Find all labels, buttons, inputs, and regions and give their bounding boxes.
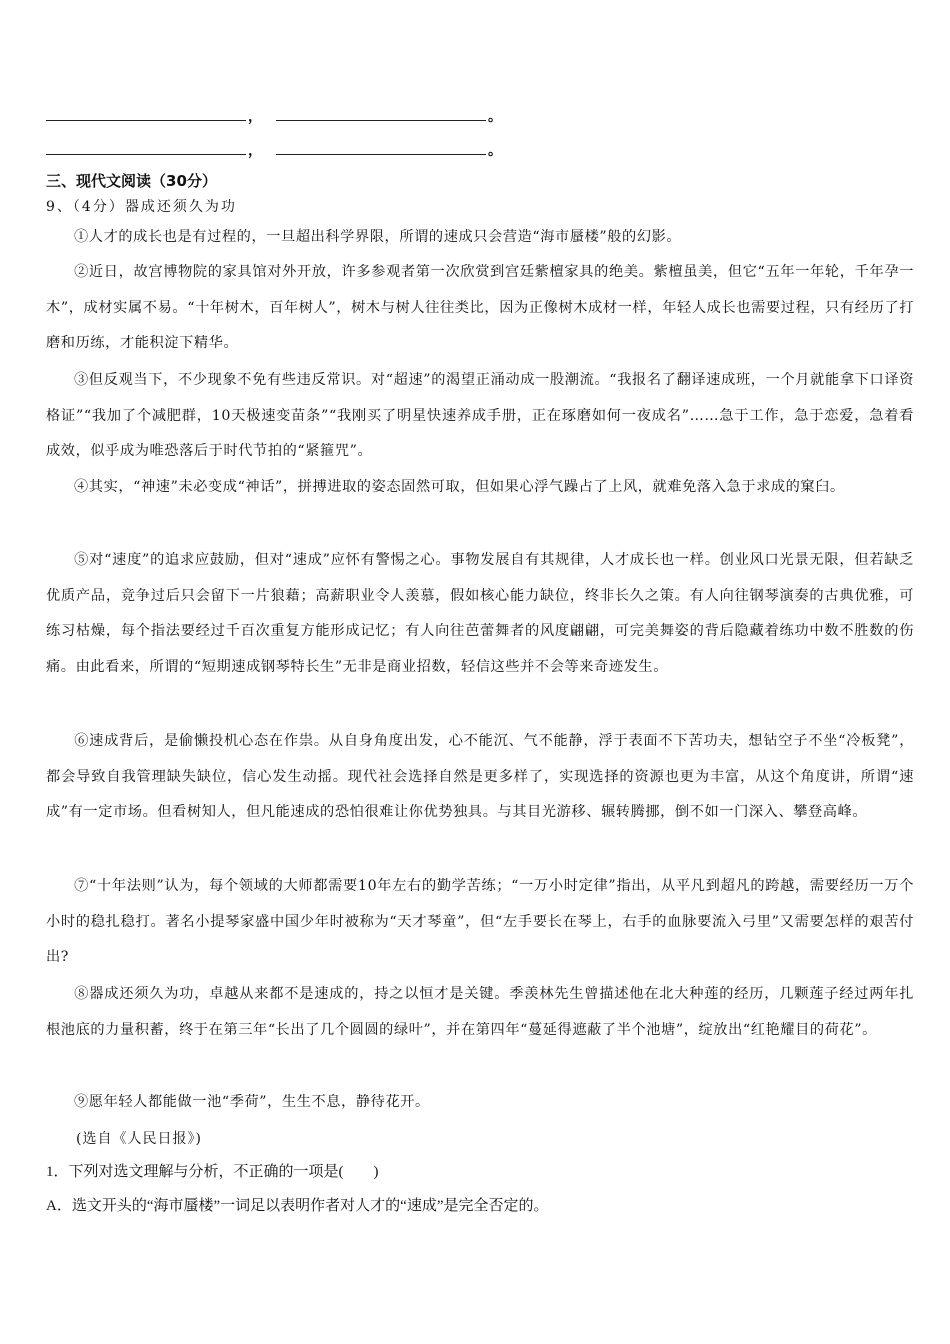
paragraph-5: ⑤对“速度”的追求应鼓励，但对“速成”应怀有警惕之心。事物发展自有其规律，人才成长也一样。创业风口光景无限，但若缺乏优质产品，竞争过后只会留下一片狼藉；高薪职业令人羡慕，假如核心能力缺位，终非长久之策。有人向往钢琴演奏的古典优雅，可练习枯燥，每个指法要经过千百次重复方能形成记忆；有人向往芭蕾舞者的风度翩翩，可完美舞姿的背后隐藏着练功中数不胜数的伤痛。由此看来，所谓的“短期速成钢琴特长生”无非是商业招数，轻信这些并不会等来奇迹发生。 xyxy=(46,552,914,675)
section-title: 三、现代文阅读（30分） xyxy=(46,172,217,190)
paragraph-1: ①人才的成长也是有过程的，一旦超出科学界限，所谓的速成只会营造“海市蜃楼”般的幻影。 xyxy=(74,229,682,245)
comma: ， xyxy=(248,109,262,125)
period: 。 xyxy=(488,109,502,125)
answer-blank-row-2 xyxy=(46,138,502,158)
answer-blank[interactable] xyxy=(276,119,486,121)
paragraph-9: ⑨愿年轻人都能做一池“季荷”，生生不息，静待花开。 xyxy=(74,1094,430,1110)
sub-question-stem: 1．下列对选文理解与分析，不正确的一项是( ) xyxy=(46,1164,379,1180)
option-a[interactable] xyxy=(46,1194,548,1215)
paragraph-8: ⑧器成还须久为功，卓越从来都不是速成的，持之以恒才是关键。季羡林先生曾描述他在北大种莲的经历，几颗莲子经过两年扎根池底的力量积蓄，终于在第三年“长出了几个圆圆的绿叶”，并在第四年“蔓延得遮蔽了半个池塘”，绽放出“红艳耀目的荷花”。 xyxy=(46,986,914,1038)
answer-blank[interactable] xyxy=(46,119,246,121)
paragraph-6: ⑥速成背后，是偷懒投机心态在作祟。从自身角度出发，心不能沉、气不能静，浮于表面不下苦功夫，想钻空子不坐“冷板凳”，都会导致自我管理缺失缺位，信心发生动摇。现代社会选择自然是更多样了，实现选择的资源也更为丰富，从这个角度讲，所谓“速成”有一定市场。但看树知人，但凡能速成的恐怕很难让你优势独具。与其目光游移、辗转腾挪，倒不如一门深入、攀登高峰。 xyxy=(46,733,914,820)
answer-blank[interactable] xyxy=(276,153,486,155)
period: 。 xyxy=(488,143,502,159)
paragraph-7: ⑦“十年法则”认为，每个领域的大师都需要10年左右的勤学苦练；“一万小时定律”指出，从平凡到超凡的跨越，需要经历一万个小时的稳扎稳打。著名小提琴家盛中国少年时被称为“天才琴童”，但“左手要长在琴上，右手的血脉要流入弓里”又需要怎样的艰苦付出? xyxy=(46,878,914,965)
comma: ， xyxy=(248,143,262,159)
answer-blank[interactable] xyxy=(46,153,246,155)
paragraph-4: ④其实，“神速”未必变成“神话”，拼搏进取的姿态固然可取，但如果心浮气躁占了上风，就难免落入急于求成的窠臼。 xyxy=(74,479,845,495)
source-citation: (选自《人民日报》) xyxy=(76,1131,202,1147)
option-text: 选文开头的“海市蜃楼”一词足以表明作者对人才的“速成”是完全否定的。 xyxy=(71,1198,549,1214)
paragraph-3: ③但反观当下，不少现象不免有些违反常识。对“超速”的渴望正涌动成一股潮流。“我报名了翻译速成班，一个月就能拿下口译资格证”“我加了个减肥群，10天极速变苗条”“我刚买了明星快速养成手册，正在琢磨如何一夜成名”……急于工作，急于恋爱，急着看成效，似乎成为唯恐落后于时代节拍的“紧箍咒”。 xyxy=(46,372,914,459)
paragraph-2: ②近日，故宫博物院的家具馆对外开放，许多参观者第一次欣赏到宫廷紫檀家具的绝美。紫檀虽美，但它“五年一年轮，千年孕一木”，成材实属不易。“十年树木，百年树人”，树木与树人往往类比，因为正像树木成材一样，年轻人成长也需要过程，只有经历了打磨和历练，才能积淀下精华。 xyxy=(46,264,914,351)
question-title: 9、（4分）器成还须久为功 xyxy=(46,199,237,215)
option-label: A． xyxy=(46,1198,72,1214)
answer-blank-row-1 xyxy=(46,104,502,124)
